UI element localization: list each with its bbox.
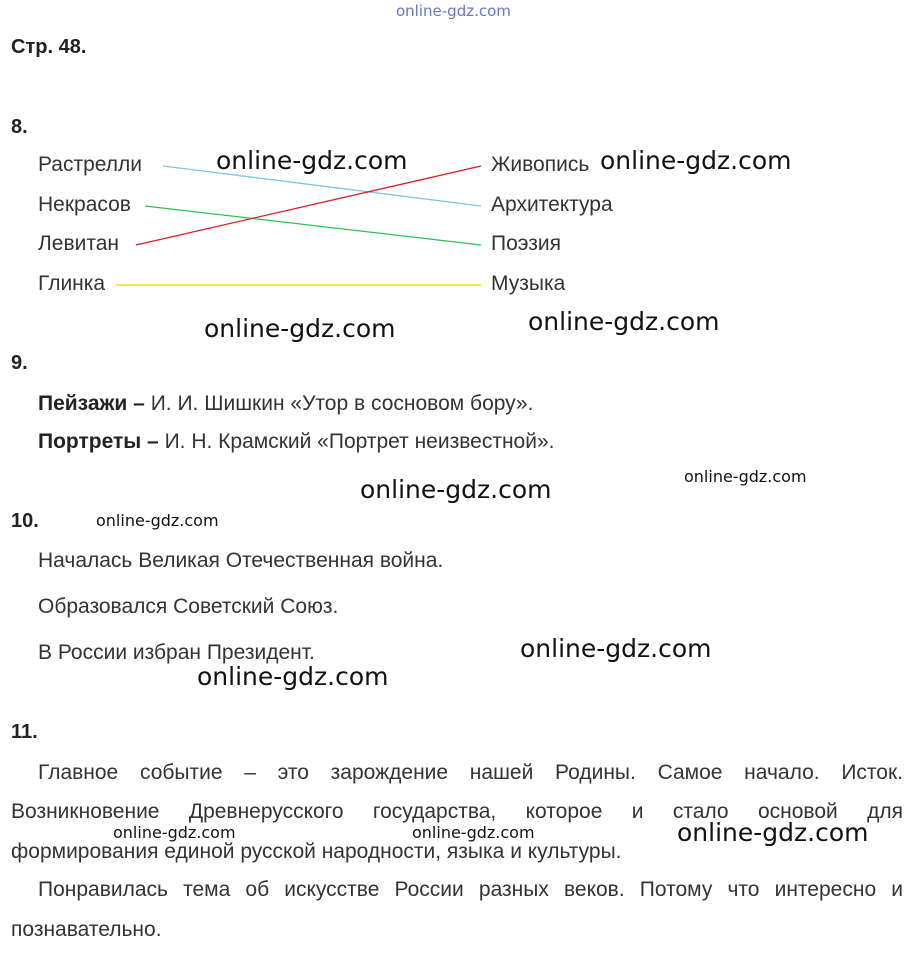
task-9-number: 9. <box>11 352 28 374</box>
watermark-2: online-gdz.com <box>600 146 792 175</box>
task-11-number: 11. <box>11 721 38 743</box>
top-watermark: online-gdz.com <box>396 2 511 20</box>
watermark-3: online-gdz.com <box>204 314 396 343</box>
task-11-p1-line-1: Главное событие – это зарождение нашей Родины. Самое начало. Исток. <box>38 761 903 784</box>
task-9-dash-1: – <box>127 392 151 415</box>
match-left-3: Левитан <box>38 232 120 255</box>
watermark-6: online-gdz.com <box>360 475 552 504</box>
watermark-10: online-gdz.com <box>113 823 236 842</box>
match-left-1: Растрелли <box>38 153 143 176</box>
match-line-levitan-painting <box>136 166 481 245</box>
task-10-line-2: Образовался Советский Союз. <box>38 595 339 618</box>
task-10-line-1: Началась Великая Отечественная война. <box>38 549 444 572</box>
task-11-p2-line-1: Понравилась тема об искусстве России разных веков. Потому что интересно и <box>38 878 903 901</box>
watermark-9: online-gdz.com <box>197 662 389 691</box>
task-9-term-1: Пейзажи <box>38 392 128 415</box>
match-line-nekrasov-poetry <box>145 206 481 245</box>
match-right-3: Поэзия <box>491 232 561 255</box>
task-9-text-1: И. И. Шишкин «Утор в сосновом бору». <box>150 392 534 415</box>
match-right-1: Живопись <box>491 153 590 176</box>
watermark-11: online-gdz.com <box>412 823 535 842</box>
match-right-2: Архитектура <box>491 193 613 216</box>
task-9-item-2 <box>38 430 554 454</box>
watermark-1: online-gdz.com <box>216 146 408 175</box>
task-10-number: 10. <box>11 510 39 532</box>
match-right-4: Музыка <box>491 272 566 295</box>
page-label: Стр. 48. <box>11 36 87 58</box>
task-9-term-2: Портреты <box>38 430 142 453</box>
task-9-text-2: И. Н. Крамский «Портрет неизвестной». <box>164 430 555 453</box>
watermark-8: online-gdz.com <box>520 634 712 663</box>
task-11-p1-line-3: формирования единой русской народности, языка и культуры. <box>11 840 622 863</box>
task-10-line-3: В России избран Президент. <box>38 641 315 664</box>
task-9-item-1 <box>38 392 533 416</box>
task-11-p2-line-2: познавательно. <box>11 918 162 941</box>
match-left-2: Некрасов <box>38 193 131 216</box>
task-11-p1-line-2: Возникновение Древнерусского государства, которое и стало основой для <box>11 800 903 823</box>
task-9-dash-2: – <box>141 430 165 453</box>
watermark-4: online-gdz.com <box>528 307 720 336</box>
match-left-4: Глинка <box>38 272 106 295</box>
watermark-5: online-gdz.com <box>684 467 807 486</box>
watermark-12: online-gdz.com <box>677 818 869 847</box>
task-8-number: 8. <box>11 116 28 138</box>
watermark-7: online-gdz.com <box>96 511 219 530</box>
